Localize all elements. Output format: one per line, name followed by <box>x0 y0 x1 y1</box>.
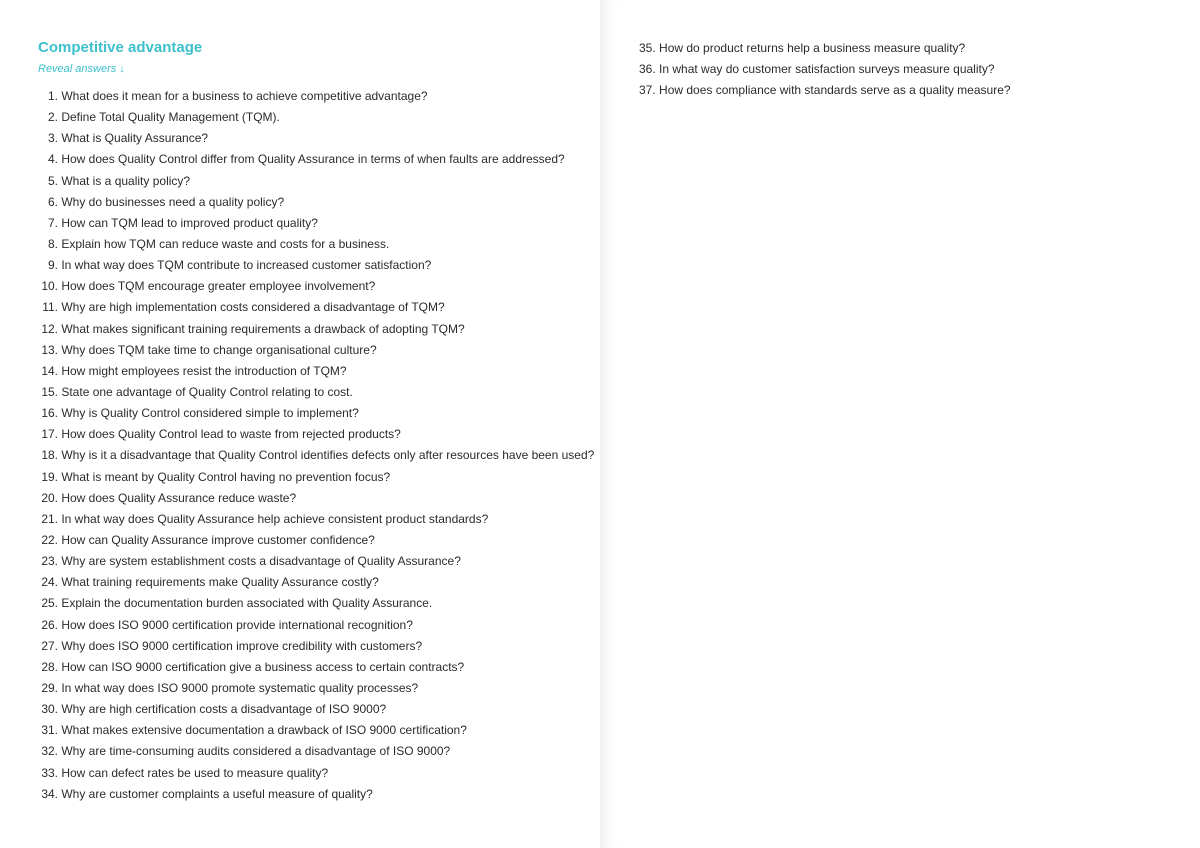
question-item <box>38 636 600 657</box>
question-item <box>38 340 600 361</box>
question-number: 25. <box>41 596 58 611</box>
question-text: How can ISO 9000 certification give a business access to certain contracts? <box>61 659 465 674</box>
page-title: Competitive advantage <box>38 39 203 56</box>
reveal-answers-link[interactable] <box>38 62 125 77</box>
question-text: Why are system establishment costs a disadvantage of Quality Assurance? <box>61 554 461 569</box>
question-item <box>38 572 600 593</box>
question-number: 22. <box>41 532 58 547</box>
question-item <box>38 234 600 255</box>
question-text: What makes significant training requirements a drawback of adopting TQM? <box>61 321 465 336</box>
question-number: 26. <box>41 617 58 632</box>
question-item <box>38 615 600 636</box>
question-item <box>639 59 1200 80</box>
question-item <box>38 382 600 403</box>
question-list-right <box>639 38 1200 101</box>
question-number: 11. <box>42 300 58 315</box>
question-text: Why does ISO 9000 certification improve credibility with customers? <box>61 638 423 653</box>
question-item <box>38 720 600 741</box>
question-text: How does Quality Control lead to waste from rejected products? <box>61 427 401 442</box>
question-item <box>639 80 1200 101</box>
question-text: How does compliance with standards serve as a quality measure? <box>659 83 1011 98</box>
question-text: Explain how TQM can reduce waste and costs for a business. <box>61 236 390 251</box>
question-item <box>38 297 600 318</box>
question-number: 37. <box>639 83 656 98</box>
question-list-left <box>38 86 600 805</box>
question-item <box>38 149 600 170</box>
arrow-down-icon: ↓ <box>119 63 125 75</box>
question-number: 8. <box>47 236 58 251</box>
question-text: In what way does TQM contribute to increased customer satisfaction? <box>61 258 432 273</box>
question-number: 7. <box>47 215 58 230</box>
question-number: 31. <box>41 723 58 738</box>
question-text: Define Total Quality Management (TQM). <box>61 110 280 125</box>
question-text: How do product returns help a business measure quality? <box>659 41 966 55</box>
question-item <box>38 784 600 805</box>
question-item <box>38 213 600 234</box>
question-text: Explain the documentation burden associated with Quality Assurance. <box>61 596 433 611</box>
question-text: What training requirements make Quality Assurance costly? <box>61 575 379 590</box>
question-number: 27. <box>41 638 58 653</box>
question-number: 15. <box>41 384 58 399</box>
question-item <box>38 171 600 192</box>
question-text: Why is it a disadvantage that Quality Control identifies defects only after resources have been used? <box>61 448 595 463</box>
question-text: How might employees resist the introduction of TQM? <box>61 363 347 378</box>
question-number: 34. <box>41 786 58 801</box>
question-text: In what way do customer satisfaction surveys measure quality? <box>659 62 995 77</box>
question-text: What makes extensive documentation a drawback of ISO 9000 certification? <box>61 723 467 738</box>
question-item <box>38 276 600 297</box>
question-item <box>38 699 600 720</box>
question-text: Why do businesses need a quality policy? <box>61 194 285 209</box>
question-number: 36. <box>639 62 656 77</box>
question-number: 9. <box>47 258 58 273</box>
question-number: 32. <box>41 744 58 759</box>
question-number: 33. <box>41 765 58 780</box>
question-text: In what way does Quality Assurance help achieve consistent product standards? <box>61 511 489 526</box>
question-item <box>38 128 600 149</box>
question-text: Why does TQM take time to change organisational culture? <box>61 342 377 357</box>
question-number: 12. <box>41 321 58 336</box>
question-text: How can Quality Assurance improve customer confidence? <box>61 532 375 547</box>
question-number: 28. <box>41 659 58 674</box>
question-item <box>38 488 600 509</box>
question-number: 23. <box>41 554 58 569</box>
question-item <box>38 107 600 128</box>
question-text: How does Quality Control differ from Quality Assurance in terms of when faults are addressed? <box>61 152 565 167</box>
question-item <box>38 424 600 445</box>
question-item <box>38 361 600 382</box>
question-item <box>38 678 600 699</box>
question-item <box>38 530 600 551</box>
reveal-answers-label: Reveal answers <box>38 63 117 75</box>
question-item <box>38 551 600 572</box>
question-item <box>38 86 600 107</box>
question-number: 21. <box>41 511 58 526</box>
question-text: How does TQM encourage greater employee involvement? <box>61 279 376 294</box>
question-number: 13. <box>41 342 58 357</box>
question-text: What does it mean for a business to achieve competitive advantage? <box>61 89 428 103</box>
question-text: What is a quality policy? <box>61 173 191 188</box>
question-number: 2. <box>47 110 58 125</box>
question-number: 20. <box>41 490 58 505</box>
question-item <box>38 319 600 340</box>
question-item <box>38 445 600 466</box>
question-number: 5. <box>47 173 58 188</box>
question-item <box>639 38 1200 59</box>
question-text: What is Quality Assurance? <box>61 131 209 146</box>
question-text: In what way does ISO 9000 promote systematic quality processes? <box>61 680 419 695</box>
question-number: 16. <box>41 406 58 421</box>
question-item <box>38 657 600 678</box>
question-item <box>38 467 600 488</box>
question-number: 4. <box>47 152 58 167</box>
question-number: 14. <box>41 363 58 378</box>
question-item <box>38 741 600 762</box>
question-text: How can defect rates be used to measure quality? <box>61 765 329 780</box>
question-text: State one advantage of Quality Control relating to cost. <box>61 384 353 399</box>
question-number: 19. <box>41 469 58 484</box>
question-item <box>38 763 600 784</box>
question-item <box>38 255 600 276</box>
question-number: 29. <box>41 680 58 695</box>
question-number: 10. <box>41 279 58 294</box>
question-number: 24. <box>41 575 58 590</box>
question-number: 35. <box>639 41 656 55</box>
question-text: Why are high certification costs a disadvantage of ISO 9000? <box>61 702 387 717</box>
question-text: Why are customer complaints a useful measure of quality? <box>61 786 373 801</box>
question-item <box>38 403 600 424</box>
question-number: 3. <box>47 131 58 146</box>
question-text: How does ISO 9000 certification provide international recognition? <box>61 617 413 632</box>
question-item <box>38 509 600 530</box>
question-text: Why is Quality Control considered simple to implement? <box>61 406 359 421</box>
question-text: How can TQM lead to improved product quality? <box>61 215 318 230</box>
page-right <box>600 0 1200 848</box>
question-number: 18. <box>41 448 58 463</box>
question-item <box>38 593 600 614</box>
question-number: 17. <box>41 427 58 442</box>
question-item <box>38 192 600 213</box>
question-number: 30. <box>41 702 58 717</box>
question-text: Why are time-consuming audits considered a disadvantage of ISO 9000? <box>61 744 451 759</box>
question-text: What is meant by Quality Control having no prevention focus? <box>61 469 391 484</box>
question-text: How does Quality Assurance reduce waste? <box>61 490 297 505</box>
question-number: 6. <box>47 194 58 209</box>
question-text: Why are high implementation costs considered a disadvantage of TQM? <box>61 300 445 315</box>
question-number: 1. <box>47 89 58 103</box>
